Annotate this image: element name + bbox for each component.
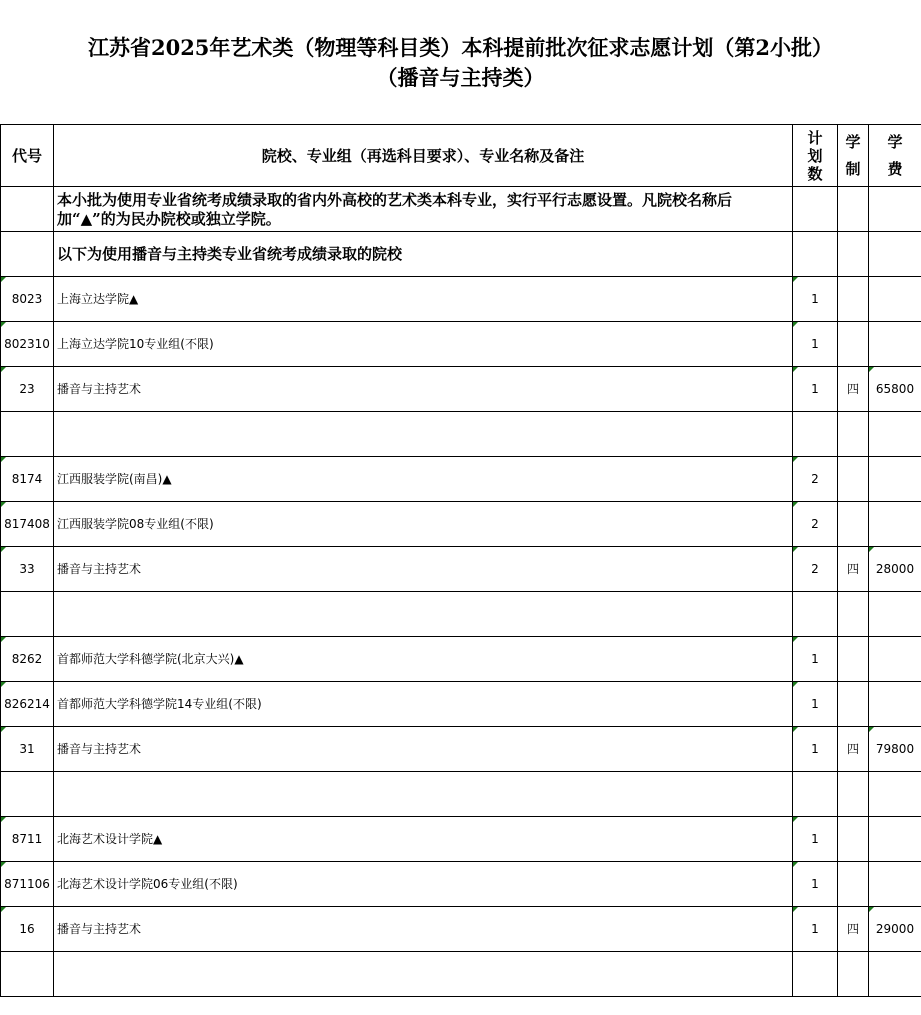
table-row-group <box>1 502 921 547</box>
row-duration <box>838 592 869 637</box>
comment-marker-icon <box>793 682 798 687</box>
row-plan-count <box>793 592 838 637</box>
row-duration <box>838 772 869 817</box>
row-tuition <box>869 322 921 367</box>
row-tuition: 29000 <box>869 907 921 952</box>
row-tuition <box>869 637 921 682</box>
table-row-blank <box>1 412 921 457</box>
comment-marker-icon <box>793 322 798 327</box>
comment-marker-icon <box>1 727 6 732</box>
row-duration: 四 <box>838 367 869 412</box>
row-tuition: 65800 <box>869 367 921 412</box>
row-duration: 四 <box>838 727 869 772</box>
row-name: 上海立达学院▲ <box>54 277 793 322</box>
row-code <box>1 772 54 817</box>
comment-marker-icon <box>793 637 798 642</box>
comment-marker-icon <box>793 817 798 822</box>
row-code: 31 <box>1 727 54 772</box>
table-row-school <box>1 457 921 502</box>
row-tuition <box>869 952 921 997</box>
row-name: 播音与主持艺术 <box>54 907 793 952</box>
row-plan-count <box>793 952 838 997</box>
row-code: 23 <box>1 367 54 412</box>
row-duration: 四 <box>838 907 869 952</box>
table-row-group <box>1 322 921 367</box>
table-row-major <box>1 727 921 772</box>
comment-marker-icon <box>793 277 798 282</box>
row-name: 江西服装学院08专业组(不限) <box>54 502 793 547</box>
row-code: 871106 <box>1 862 54 907</box>
row-code: 33 <box>1 547 54 592</box>
row-plan-count: 2 <box>793 502 838 547</box>
comment-marker-icon <box>869 367 874 372</box>
comment-marker-icon <box>1 277 6 282</box>
comment-marker-icon <box>793 367 798 372</box>
row-name <box>54 952 793 997</box>
comment-marker-icon <box>1 862 6 867</box>
row-code <box>1 592 54 637</box>
row-name: 播音与主持艺术 <box>54 547 793 592</box>
row-plan-count <box>793 772 838 817</box>
table-header-row <box>1 125 921 187</box>
row-name: 北海艺术设计学院▲ <box>54 817 793 862</box>
header-plan-count: 计 划 数 <box>793 125 838 187</box>
row-tuition <box>869 502 921 547</box>
row-name: 首都师范大学科德学院14专业组(不限) <box>54 682 793 727</box>
comment-marker-icon <box>869 547 874 552</box>
row-plan-count: 2 <box>793 547 838 592</box>
row-plan-count: 1 <box>793 862 838 907</box>
table-row-blank <box>1 772 921 817</box>
row-tuition <box>869 277 921 322</box>
document-title <box>0 33 921 93</box>
comment-marker-icon <box>1 502 6 507</box>
comment-marker-icon <box>793 907 798 912</box>
row-plan-count: 1 <box>793 367 838 412</box>
table-row-school <box>1 277 921 322</box>
table-row-major <box>1 547 921 592</box>
comment-marker-icon <box>1 457 6 462</box>
header-tuition: 学 费 <box>869 125 921 187</box>
table-row-group <box>1 862 921 907</box>
row-name: 播音与主持艺术 <box>54 367 793 412</box>
header-code: 代号 <box>1 125 54 187</box>
row-name: 北海艺术设计学院06专业组(不限) <box>54 862 793 907</box>
row-code <box>1 952 54 997</box>
row-duration <box>838 637 869 682</box>
row-code: 8023 <box>1 277 54 322</box>
row-plan-count: 2 <box>793 457 838 502</box>
row-code: 802310 <box>1 322 54 367</box>
note-text: 本小批为使用专业省统考成绩录取的省内外高校的艺术类本科专业，实行平行志愿设置。凡院校名称后加“▲”的为民办院校或独立学院。 <box>57 191 733 228</box>
table-row-school <box>1 637 921 682</box>
row-tuition: 79800 <box>869 727 921 772</box>
row-tuition <box>869 412 921 457</box>
row-tuition: 28000 <box>869 547 921 592</box>
comment-marker-icon <box>793 862 798 867</box>
comment-marker-icon <box>1 547 6 552</box>
row-plan-count: 1 <box>793 817 838 862</box>
row-code: 8262 <box>1 637 54 682</box>
row-duration <box>838 502 869 547</box>
table-row-school <box>1 817 921 862</box>
row-code: 826214 <box>1 682 54 727</box>
row-name: 播音与主持艺术 <box>54 727 793 772</box>
row-code: 16 <box>1 907 54 952</box>
comment-marker-icon <box>1 907 6 912</box>
comment-marker-icon <box>1 682 6 687</box>
row-duration <box>838 412 869 457</box>
row-code: 8711 <box>1 817 54 862</box>
row-tuition <box>869 862 921 907</box>
row-duration <box>838 952 869 997</box>
table-row-major <box>1 907 921 952</box>
comment-marker-icon <box>793 727 798 732</box>
row-code: 817408 <box>1 502 54 547</box>
row-name: 江西服装学院(南昌)▲ <box>54 457 793 502</box>
row-plan-count: 1 <box>793 322 838 367</box>
header-duration: 学 制 <box>838 125 869 187</box>
row-duration <box>838 457 869 502</box>
row-code: 8174 <box>1 457 54 502</box>
row-duration: 四 <box>838 547 869 592</box>
row-name <box>54 412 793 457</box>
comment-marker-icon <box>793 547 798 552</box>
comment-marker-icon <box>1 322 6 327</box>
table-row-group <box>1 682 921 727</box>
row-plan-count: 1 <box>793 277 838 322</box>
row-tuition <box>869 817 921 862</box>
row-plan-count: 1 <box>793 907 838 952</box>
row-tuition <box>869 772 921 817</box>
comment-marker-icon <box>1 817 6 822</box>
row-tuition <box>869 457 921 502</box>
enrollment-plan-table <box>0 124 921 997</box>
table-row-major <box>1 367 921 412</box>
row-duration <box>838 277 869 322</box>
comment-marker-icon <box>869 727 874 732</box>
row-duration <box>838 862 869 907</box>
row-duration <box>838 682 869 727</box>
table-row-blank <box>1 592 921 637</box>
row-name: 上海立达学院10专业组(不限) <box>54 322 793 367</box>
table-row-blank <box>1 952 921 997</box>
row-name: 首都师范大学科德学院(北京大兴)▲ <box>54 637 793 682</box>
title-line-1: 江苏省2025年艺术类（物理等科目类）本科提前批次征求志愿计划（第2小批） <box>87 35 834 60</box>
header-name: 院校、专业组（再选科目要求）、专业名称及备注 <box>54 125 793 187</box>
title-line-2: （播音与主持类） <box>376 65 545 90</box>
section-heading: 以下为使用播音与主持类专业省统考成绩录取的院校 <box>57 244 403 263</box>
row-duration <box>838 817 869 862</box>
row-plan-count <box>793 412 838 457</box>
row-tuition <box>869 592 921 637</box>
row-name <box>54 772 793 817</box>
note-row <box>1 187 921 232</box>
row-tuition <box>869 682 921 727</box>
comment-marker-icon <box>869 907 874 912</box>
row-plan-count: 1 <box>793 727 838 772</box>
comment-marker-icon <box>1 637 6 642</box>
row-name <box>54 592 793 637</box>
row-duration <box>838 322 869 367</box>
comment-marker-icon <box>793 502 798 507</box>
row-code <box>1 412 54 457</box>
section-heading-row <box>1 232 921 277</box>
comment-marker-icon <box>793 457 798 462</box>
row-plan-count: 1 <box>793 682 838 727</box>
comment-marker-icon <box>1 367 6 372</box>
row-plan-count: 1 <box>793 637 838 682</box>
